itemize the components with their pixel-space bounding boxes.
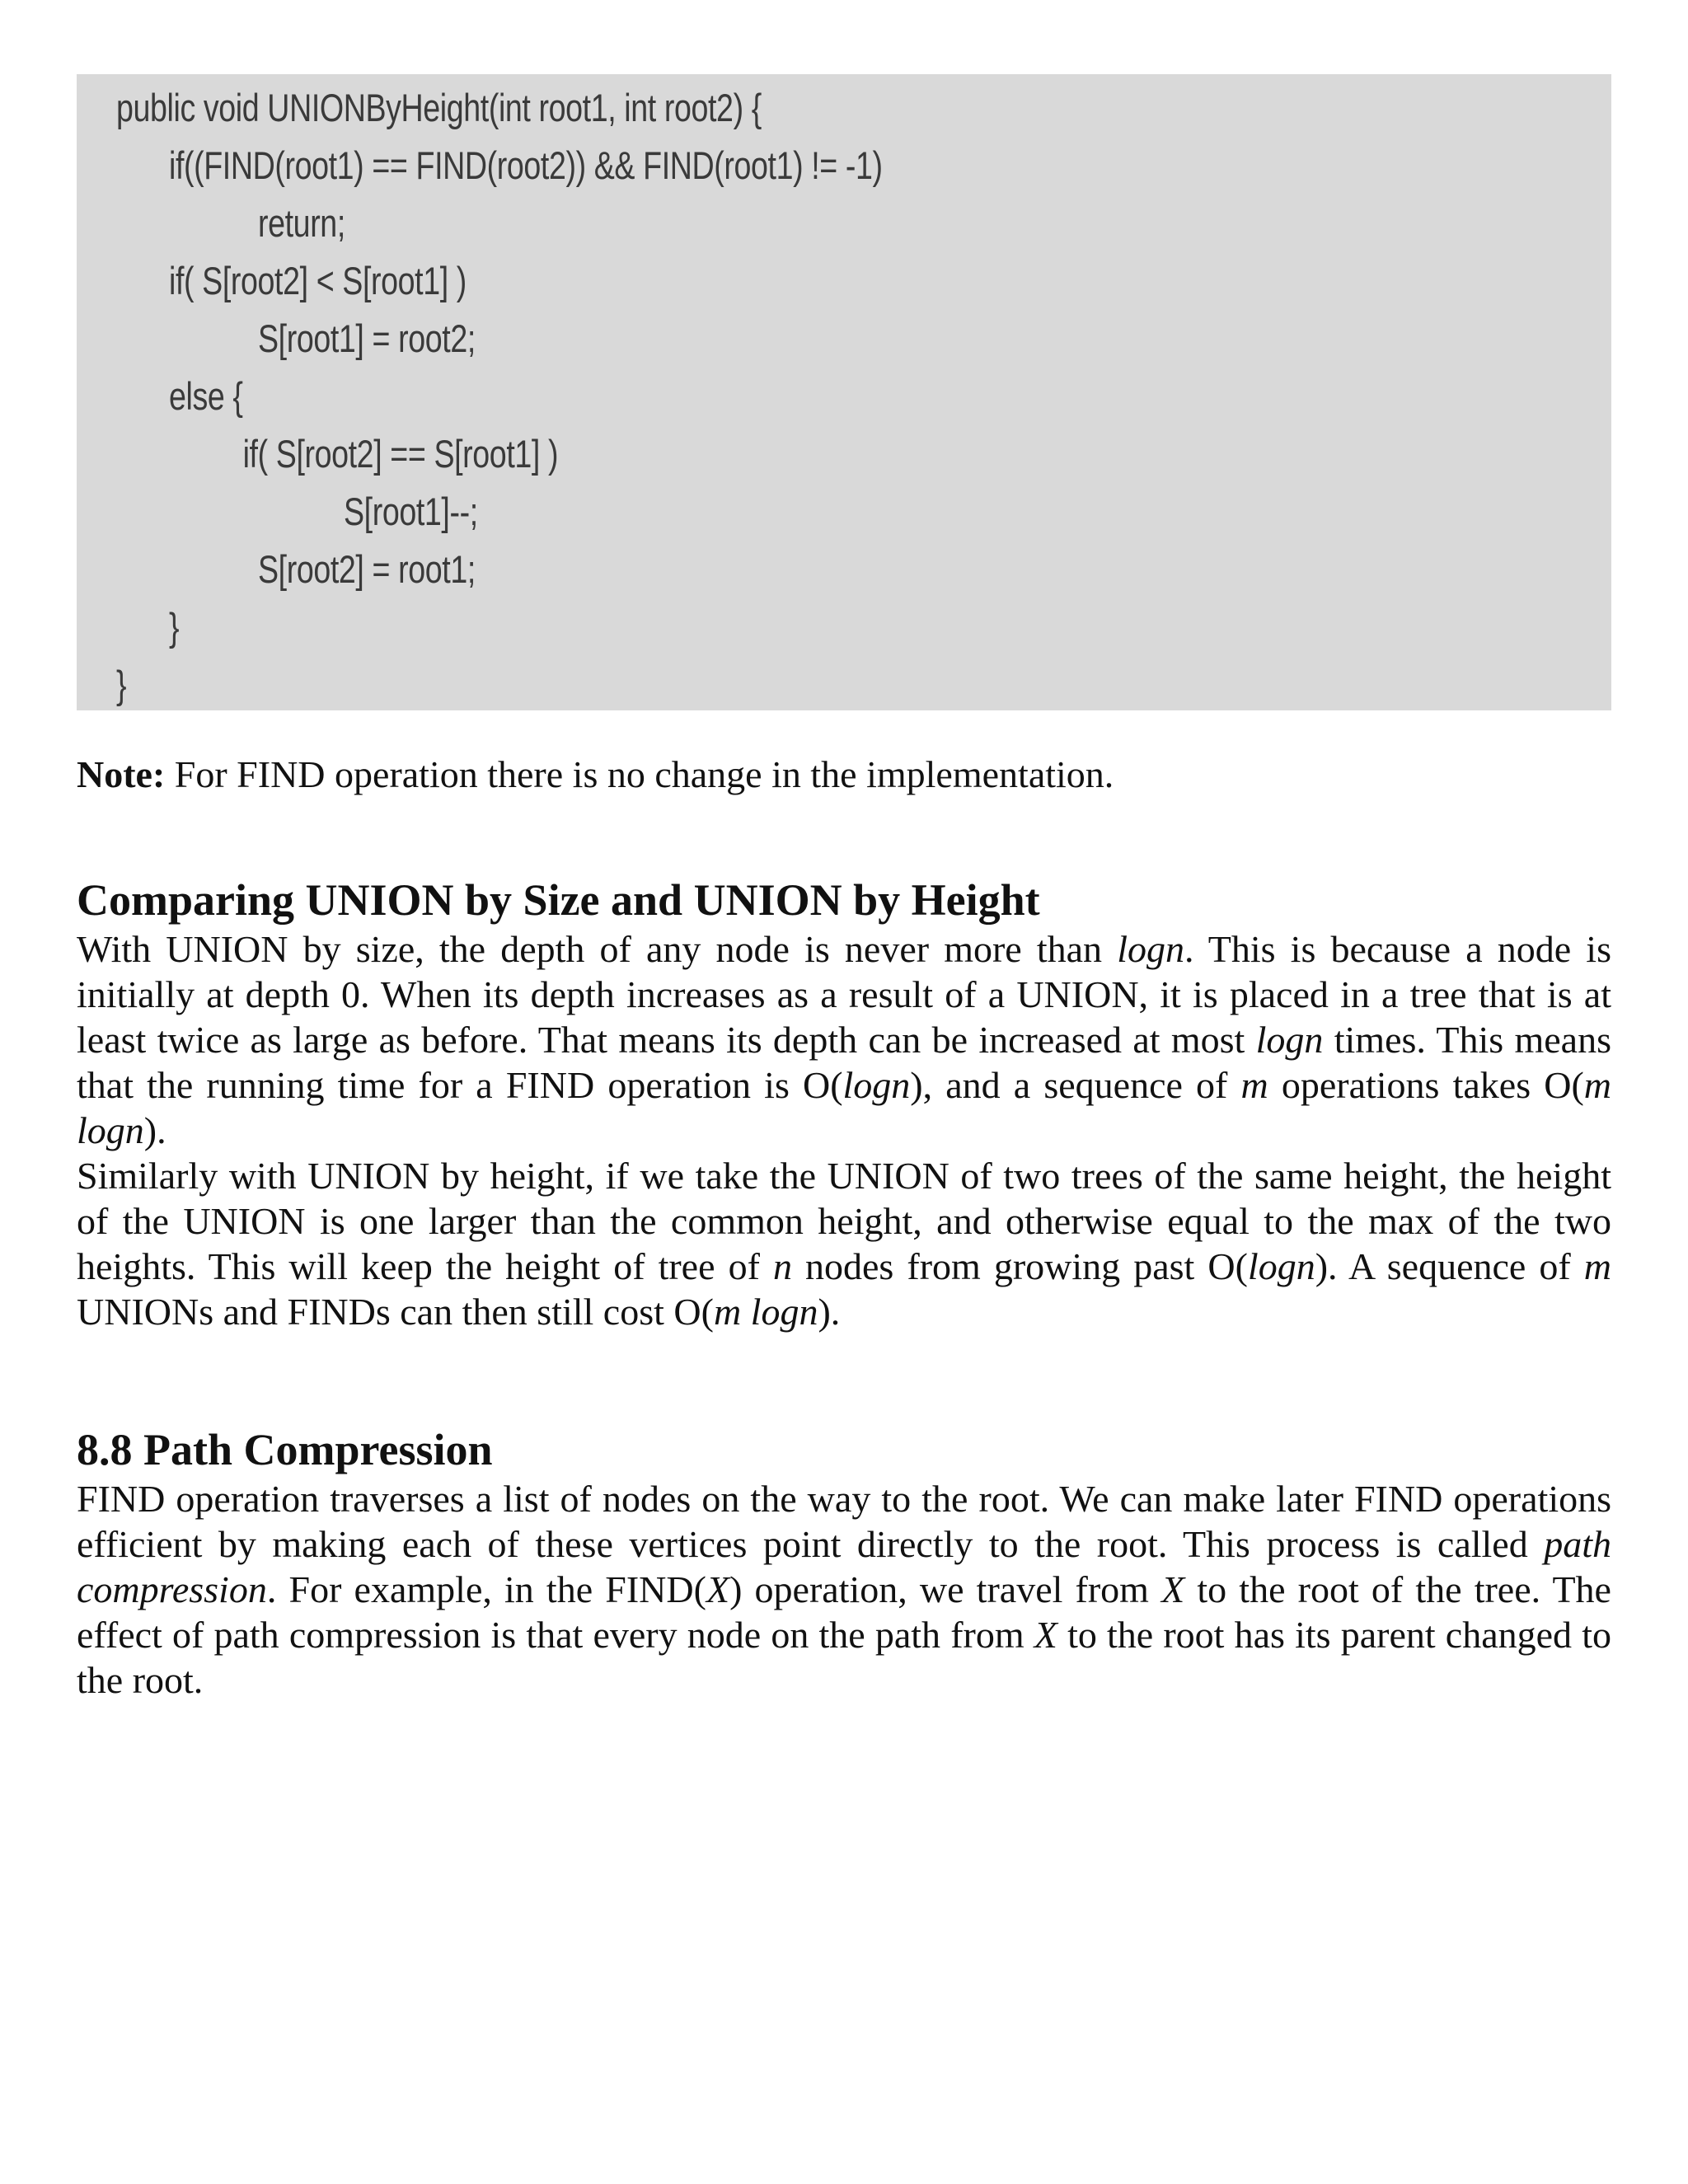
italic-run: X bbox=[706, 1568, 730, 1610]
note-text: For FIND operation there is no change in the implementation. bbox=[165, 753, 1114, 795]
italic-run: logn bbox=[1255, 1019, 1324, 1061]
italic-run: m logn bbox=[77, 1064, 1612, 1151]
code-line: } bbox=[116, 663, 127, 706]
code-line: public void UNIONByHeight(int root1, int root2) { bbox=[116, 86, 762, 129]
italic-run: m bbox=[1240, 1064, 1268, 1106]
italic-run: m bbox=[1583, 1245, 1611, 1287]
paragraph-path-compression bbox=[77, 1476, 1611, 1703]
text-run: to the root of the tree. The effect of path compression is that every node on the path from bbox=[77, 1568, 1611, 1656]
text-run: to the root has its parent changed to the root. bbox=[77, 1614, 1611, 1701]
code-line: } bbox=[169, 605, 180, 649]
text-run: ). A sequence of bbox=[1315, 1245, 1584, 1287]
code-line: if((FIND(root1) == FIND(root2)) && FIND(root1) != -1) bbox=[169, 143, 883, 187]
code-line: if( S[root2] == S[root1] ) bbox=[242, 432, 559, 476]
text-run: ) operation, we travel from bbox=[729, 1568, 1162, 1610]
italic-run: X bbox=[1161, 1568, 1185, 1610]
italic-run: logn bbox=[842, 1064, 911, 1106]
document-page bbox=[77, 74, 1611, 1703]
text-run: Similarly with UNION by height, if we take the UNION of two trees of the same height, the height of the UNION is one larger than the common height, and otherwise equal to the max of the two heights. This will keep the height of tree of bbox=[77, 1155, 1611, 1287]
text-run: ). bbox=[143, 1109, 166, 1151]
section-heading-path-compression: 8.8 Path Compression bbox=[77, 1425, 493, 1474]
code-line: return; bbox=[258, 201, 345, 245]
text-run: . This is because a node is initially at depth 0. When its depth increases as a result of a UNION, it is placed in a tree that is at least twice as large as before. That means its depth can be increased at most bbox=[77, 928, 1611, 1061]
text-run: . For example, in the FIND( bbox=[266, 1568, 706, 1610]
text-run: nodes from growing past O( bbox=[791, 1245, 1248, 1287]
italic-run: logn bbox=[1117, 928, 1184, 970]
code-line: S[root2] = root1; bbox=[258, 547, 476, 591]
note-paragraph bbox=[77, 752, 1611, 798]
code-line: S[root1]--; bbox=[344, 490, 478, 533]
text-run: ), and a sequence of bbox=[910, 1064, 1241, 1106]
text-run: With UNION by size, the depth of any node is never more than bbox=[77, 928, 1118, 970]
code-line: S[root1] = root2; bbox=[258, 316, 476, 360]
text-run: operations takes O( bbox=[1268, 1064, 1584, 1106]
text-run: FIND operation traverses a list of nodes on the way to the root. We can make later FIND operations efficient by making each of these vertices point directly to the root. This process is called bbox=[77, 1478, 1611, 1565]
paragraph-union-by-size bbox=[77, 926, 1611, 1153]
italic-run: m logn bbox=[713, 1291, 818, 1333]
paragraph-union-by-height bbox=[77, 1153, 1611, 1334]
code-listing bbox=[77, 74, 1611, 710]
italic-run: X bbox=[1034, 1614, 1057, 1656]
text-run: ). bbox=[818, 1291, 841, 1333]
italic-run: n bbox=[772, 1245, 792, 1287]
italic-run: path compression bbox=[77, 1523, 1611, 1610]
italic-run: logn bbox=[1247, 1245, 1315, 1287]
text-run: UNIONs and FINDs can then still cost O( bbox=[77, 1291, 714, 1333]
section-heading-comparing: Comparing UNION by Size and UNION by Height bbox=[77, 875, 1040, 925]
text-run: times. This means that the running time for a FIND operation is O( bbox=[77, 1019, 1612, 1106]
code-line: else { bbox=[169, 374, 243, 418]
code-line: if( S[root2] < S[root1] ) bbox=[169, 259, 467, 302]
note-label: Note: bbox=[77, 753, 166, 795]
